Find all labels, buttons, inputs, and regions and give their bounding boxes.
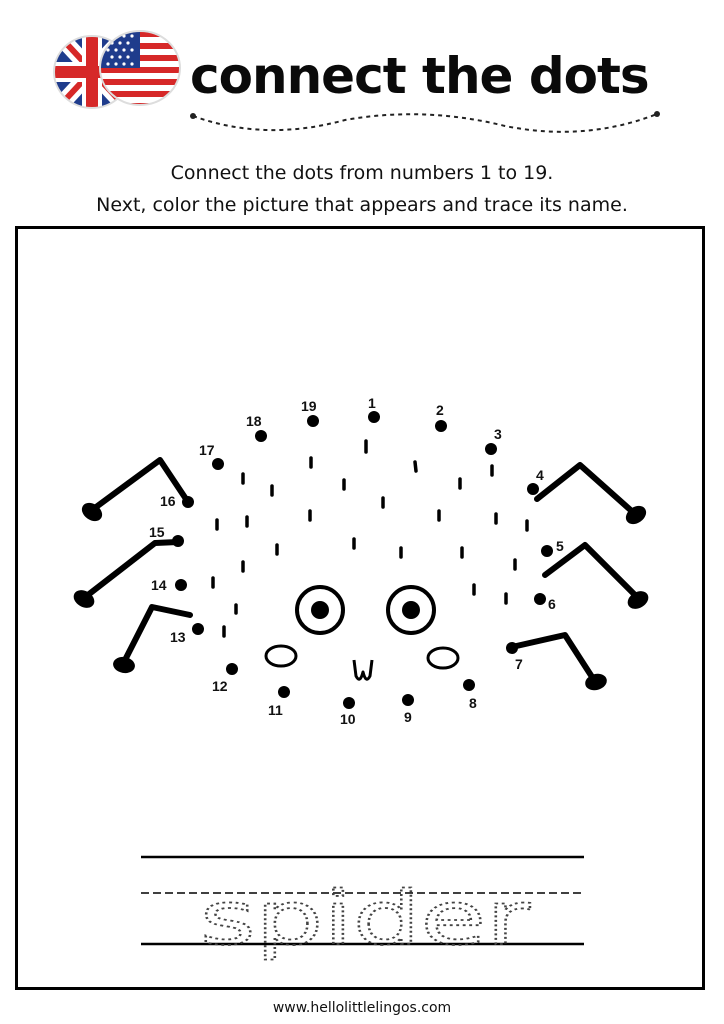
dot-16: [182, 496, 194, 508]
dot-3: [485, 443, 497, 455]
dot-17: [212, 458, 224, 470]
tracing-guides: [141, 857, 584, 962]
left-cheek-icon: [266, 646, 296, 666]
dot-label-7: 7: [515, 656, 523, 672]
dot-2: [435, 420, 447, 432]
dot-9: [402, 694, 414, 706]
dot-label-17: 17: [199, 442, 215, 458]
dot-label-5: 5: [556, 538, 564, 554]
fangs-icon: [354, 660, 372, 679]
footer-url: www.hellolittlelingos.com: [272, 1000, 452, 1016]
dot-label-14: 14: [151, 577, 167, 593]
dot-label-2: 2: [436, 402, 444, 418]
dot-8: [463, 679, 475, 691]
dot-14: [175, 579, 187, 591]
dot-label-11: 11: [268, 702, 283, 718]
spider-face: [266, 587, 458, 679]
dot-label-12: 12: [212, 678, 228, 694]
dot-6: [534, 593, 546, 605]
dot-label-9: 9: [404, 709, 412, 725]
dot-12: [226, 663, 238, 675]
fur-marks: [213, 441, 527, 636]
dot-label-19: 19: [301, 398, 317, 414]
dots: [172, 411, 553, 709]
dot-label-13: 13: [170, 629, 186, 645]
dot-label-18: 18: [246, 413, 262, 429]
dot-label-1: 1: [368, 395, 376, 411]
dot-15: [172, 535, 184, 547]
dot-label-10: 10: [340, 711, 356, 727]
dot-18: [255, 430, 267, 442]
dot-label-8: 8: [469, 695, 477, 711]
leg-right-3: [512, 635, 594, 680]
dot-label-4: 4: [536, 467, 544, 483]
leg-right-1: [537, 465, 635, 514]
dot-11: [278, 686, 290, 698]
dot-label-16: 16: [160, 493, 176, 509]
dot-5: [541, 545, 553, 557]
dot-19: [307, 415, 319, 427]
instruction-line-2: Next, color the picture that appears and trace its name.: [96, 194, 628, 216]
dot-label-3: 3: [494, 426, 502, 442]
trace-word: spider: [200, 876, 531, 962]
page-title: connect the dots: [190, 47, 649, 105]
dot-1: [368, 411, 380, 423]
dot-13: [192, 623, 204, 635]
dot-4: [527, 483, 539, 495]
dot-label-15: 15: [149, 524, 165, 540]
dot-label-6: 6: [548, 596, 556, 612]
instruction-line-1: Connect the dots from numbers 1 to 19.: [170, 162, 554, 184]
dot-10: [343, 697, 355, 709]
right-cheek-icon: [428, 648, 458, 668]
dot-7: [506, 642, 518, 654]
